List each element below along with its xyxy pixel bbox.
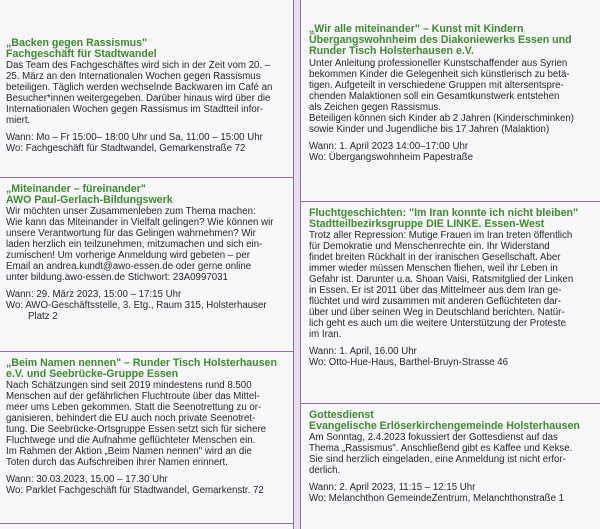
event-body-line: in Essen. Er ist 2011 über das Mittelmeer aus dem Iran ge- [309, 285, 562, 297]
event-where: Wo: AWO-Geschäftsstelle, 3. Etg., Raum 315, Holsterhauser [6, 300, 267, 312]
event-where: Wo: Fachgeschäft für Stadtwandel, Gemarkenstraße 72 [6, 143, 246, 155]
event-body-line: Thema „Rassismus". Anschließend gibt es Kaffee und Kekse. [309, 443, 573, 455]
event-title: Fluchtgeschichten: "Im Iran konnte ich nicht bleiben" [309, 207, 579, 219]
event-fluchtgeschichten [309, 208, 597, 368]
event-title: Gottesdienst [309, 409, 374, 421]
event-body-line: miert. [6, 115, 31, 127]
event-body-line: Internationalen Wochen gegen Rassismus im Stadtteil infor- [6, 104, 264, 116]
event-body-line: Fluchtwege und die Aufnahme geflüchteter Menschen ein. [6, 435, 256, 447]
event-body-line: Sie sind herzlich eingeladen, eine Anmeldung ist nicht erfor- [309, 454, 566, 466]
event-title: „Beim Namen nennen" – Runder Tisch Holsterhausen [6, 357, 277, 369]
event-body-line: 25. März an den Internationalen Wochen gegen Rassismus [6, 71, 261, 83]
event-body-line: Trotz aller Repression: Mutige Frauen im Iran treten öffentlich [309, 230, 573, 242]
event-body-line: tung. Die Seebrücke-Ortsgruppe Essen setzt sich für sichere [6, 424, 267, 436]
event-body-line: derlich. [309, 465, 341, 477]
event-body-line: Am Sonntag, 2.4.2023 fokussiert der Gottesdienst auf das [309, 432, 558, 444]
event-body-line: Besucher*innen weitergegeben. Darüber hinaus wird über die [6, 93, 271, 105]
event-where: Wo: Otto-Hue-Haus, Barthel-Bruyn-Strasse 46 [309, 357, 509, 369]
event-when: Wann: Mo – Fr 15:00– 18:00 Uhr und Sa, 11:00 – 15:00 Uhr [6, 132, 263, 144]
event-body-line: unsere Verantwortung für das Gelingen wahrnehmen? Wir [6, 228, 256, 240]
event-miteinander-fuereinander [6, 184, 290, 322]
event-body-line: Beteiligen können sich Kinder ab 2 Jahren (Kinderschminken) [309, 112, 574, 124]
event-wir-alle-miteinander [309, 24, 597, 163]
section-divider [0, 351, 294, 352]
event-body-line: Wir möchten unser Zusammenleben zum Thema machen: [6, 206, 256, 218]
event-body-line: sowie Kinder und Jugendliche bis 17 Jahren (Malaktion) [309, 123, 550, 135]
event-organizer: e.V. und Seebrücke-Gruppe Essen [6, 368, 179, 381]
event-body-line: Wie kann das Miteinander in Vielfalt gelingen? Wie können wir [6, 217, 274, 229]
event-body-line: zumischen! Um vorherige Anmeldung wird gebeten – per [6, 250, 250, 262]
event-body-line: findet breiten Rückhalt in der iranischen Gesellschaft. Aber [309, 252, 561, 264]
event-gottesdienst [309, 410, 597, 504]
column-divider [293, 0, 301, 529]
event-body-line: Das Team des Fachgeschäftes wird sich in der Zeit vom 20. – [6, 60, 271, 72]
event-body-line: bekommen Kinder die Gelegenheit sich künstlerisch zu betä- [309, 68, 570, 80]
left-column [0, 0, 294, 529]
event-body-line: Nach Schätzungen sind seit 2019 mindestens rund 8.500 [6, 380, 252, 392]
event-title: „Wir alle miteinander" – Kunst mit Kindern [309, 23, 524, 35]
event-body-line: Im Rahmen der Aktion „Beim Namen nennen" wird an die [6, 446, 252, 458]
event-where: Wo: Parklet Fachgeschäft für Stadtwandel, Gemarkenstr. 72 [6, 485, 264, 497]
event-body-line: laden herzlich ein teilzunehmen, mitzumachen und sich ein- [6, 239, 263, 251]
section-divider [0, 523, 294, 524]
event-when: Wann: 1. April 2023 14:00–17:00 Uhr [309, 140, 469, 152]
event-body-line: lich geht es auch um die weitere Unterstützung der Proteste [309, 318, 566, 330]
event-body-line: Menschen auf der gefährlichen Fluchtroute über das Mittel- [6, 391, 260, 403]
event-body-line: beteiligen. Täglich werden wechselnde Backwaren im Café an [6, 82, 273, 94]
section-divider [301, 403, 600, 404]
event-body-line: Unter Anleitung professioneller Kunstschaffender aus Syrien [309, 57, 568, 69]
section-divider [301, 201, 600, 202]
event-body-line: Toten durch das Aufschreiben ihrer Namen erinnert. [6, 457, 228, 469]
event-organizer: Evangelische Erlöserkirchengemeinde Holsterhausen [309, 420, 580, 433]
event-when: Wann: 1. April, 16.00 Uhr [309, 346, 417, 358]
event-body-line: für Demokratie und Menschenrechte ein. Ihr Widerstand [309, 241, 550, 253]
section-divider [0, 177, 294, 178]
event-organizer: Stadtteilbezirksgruppe DIE LINKE. Essen-West [309, 218, 545, 231]
event-when: Wann: 2. April 2023, 11:15 – 12:15 Uhr [309, 482, 476, 494]
event-body-line: im Iran. [309, 329, 342, 341]
event-beim-namen-nennen [6, 358, 290, 496]
event-body-line: chenden Malaktionen soll ein Gesamtkunstwerk entstehen [309, 90, 560, 102]
event-organizer: Fachgeschäft für Stadtwandel [6, 48, 157, 61]
event-body-line: meer ums Leben gekommen. Statt die Seenotrettung zu or- [6, 402, 262, 414]
event-where: Wo: Übergangswohnheim Papestraße [309, 151, 474, 163]
event-when: Wann: 30.03.2023, 15.00 – 17.30 Uhr [6, 474, 168, 486]
event-body-line: unter bildung.awo-essen.de Stichwort: 23A0997031 [6, 272, 228, 284]
event-body-line: über und über seinen Weg in Deutschland berichten. Natür- [309, 307, 565, 319]
event-body-line: immer wieder müssen Menschen fliehen, weil ihr Leben in [309, 263, 558, 275]
event-title: „Backen gegen Rassismus" [6, 37, 148, 49]
right-column [301, 0, 600, 529]
event-body-line: flüchtet und wird zusammen mit anderen Geflüchteten dar- [309, 296, 562, 308]
event-when: Wann: 29. März 2023, 15:00 – 17:15 Uhr [6, 289, 182, 301]
event-title: „Miteinander – füreinander" [6, 183, 146, 195]
event-body-line: Email an andrea.kundt@awo-essen.de oder gerne online [6, 261, 252, 273]
event-body-line: tigen. Aufgeteilt in verschiedene Gruppen mit altersentspre- [309, 79, 564, 91]
event-organizer-continued: Runder Tisch Holsterhausen e.V. [309, 45, 474, 58]
event-body-line: als Zeichen gegen Rassismus. [309, 101, 441, 113]
event-body-line: Gefahr ist. Darunter u.a. Shoan Vaisi, Ratsmitglied der Linken [309, 274, 574, 286]
event-where-continued: Platz 2 [28, 311, 58, 323]
event-organizer: AWO Paul-Gerlach-Bildungswerk [6, 194, 173, 207]
event-where: Wo: Melanchthon GemeindeZentrum, Melanchthonstraße 1 [309, 493, 565, 505]
event-backen-gegen-rassismus [6, 38, 290, 154]
event-body-line: ganisieren, behindert die EU auch noch private Seenotret- [6, 413, 256, 425]
event-organizer: Übergangswohnheim des Diakoniewerks Essen und [309, 34, 572, 47]
